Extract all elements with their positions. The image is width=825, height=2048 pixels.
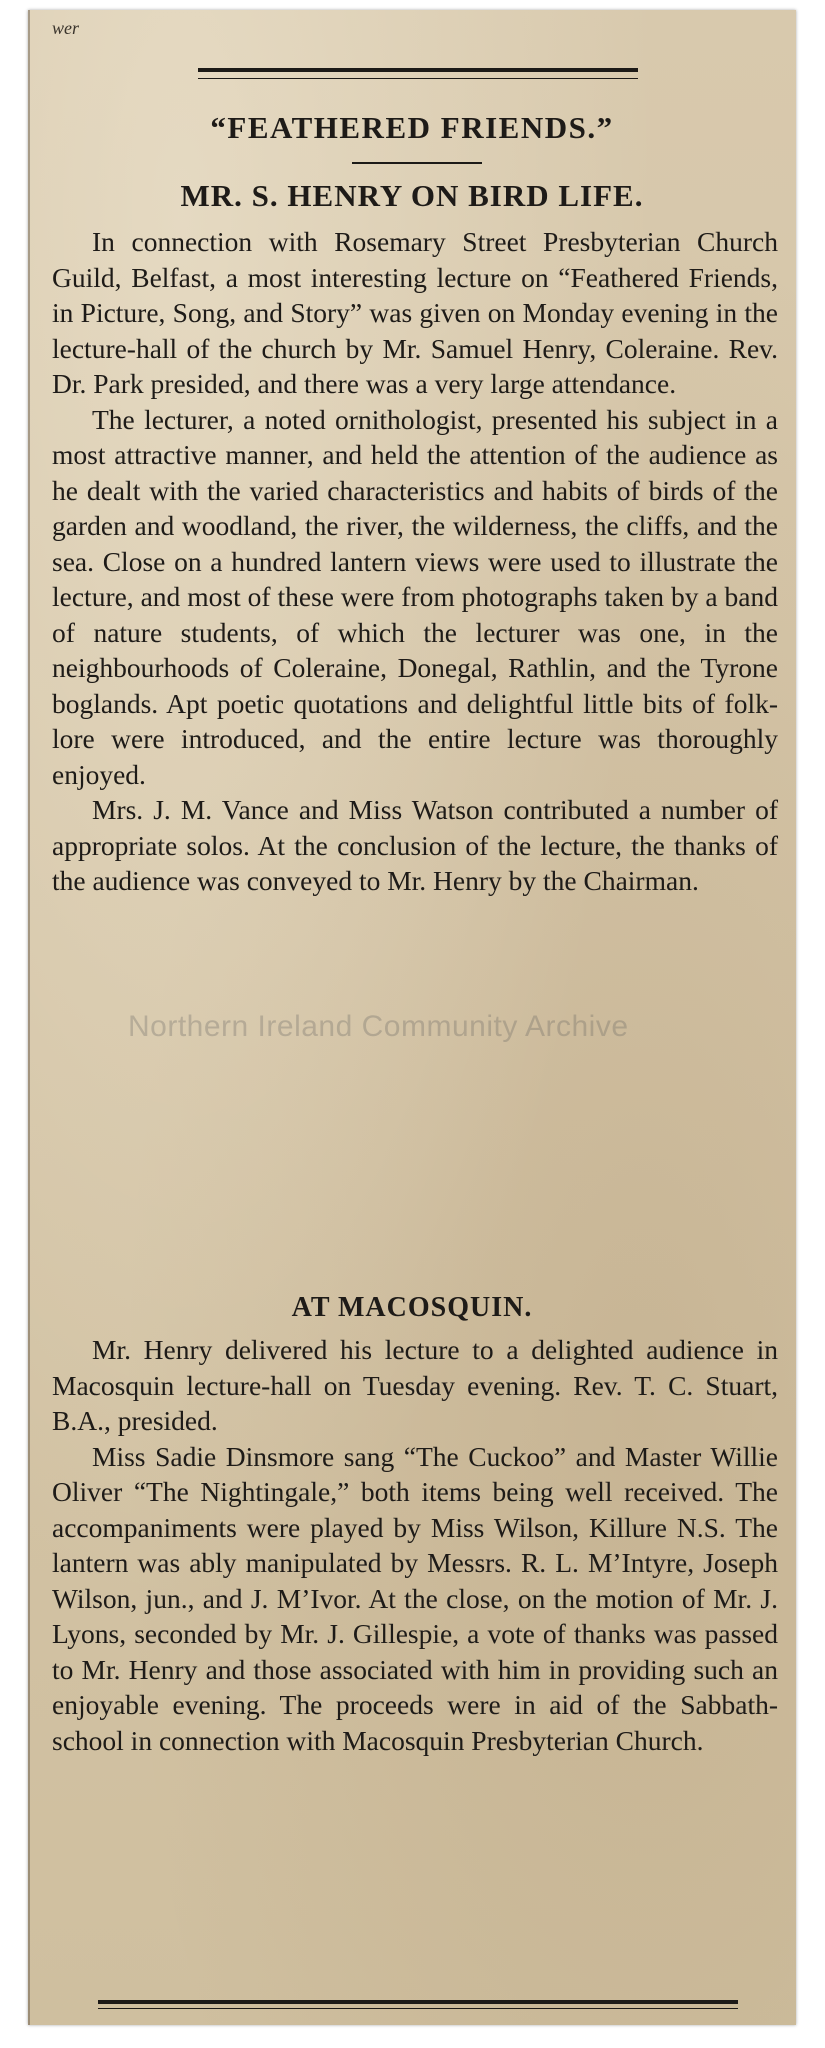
paragraph: Miss Sadie Dinsmore sang “The Cuckoo” and Master Willie Oliver “The Nightingale,” both items being well received. The accompaniments were played by Miss Wilson, Killure N.S. The lantern was ably manipulated by Messrs. R. L. M’Intyre, Joseph Wilson, jun., and J. M’Ivor. At the close, on the motion of Mr. J. Lyons, seconded by Mr. J. Gillespie, a vote of thanks was passed to Mr. Henry and those associated with him in providing such an enjoyable evening. The proceeds were in aid of the Sabbath-school in connection with Macosquin Presbyterian Church. <box>52 1440 778 1756</box>
paragraph: The lecturer, a noted ornithologist, presented his subject in a most attractive manner, and held the attention of the audience as he dealt with the varied characteristics and habits of birds of the garden and woodland, the river, the wilderness, the cliffs, and the sea. Close on a hundred lantern views were used to illustrate the lecture, and most of these were from photographs taken by a band of nature students, of which the lecturer was one, in the neighbourhoods of Coleraine, Donegal, Rathlin, and the Tyrone boglands. Apt poetic quotations and delightful little bits of folk-lore were introduced, and the entire lecture was thoroughly enjoyed. <box>52 403 778 790</box>
archive-watermark: Northern Ireland Community Archive <box>128 1010 629 1043</box>
newspaper-clipping <box>28 10 796 2025</box>
headline: “FEATHERED FRIENDS.” <box>210 110 614 145</box>
top-rule-thin <box>198 78 638 79</box>
torn-scrap-text: wer <box>52 18 79 38</box>
paragraph: In connection with Rosemary Street Presbyterian Church Guild, Belfast, a most interesting lecture on “Feathered Friends, in Picture, Song, and Story” was given on Monday evening in the lecture-hall of the church by Mr. Samuel Henry, Coleraine. Rev. Dr. Park presided, and there was a very large attendance. <box>52 226 778 399</box>
headline-rule <box>352 162 482 164</box>
article-body-macosquin <box>52 1332 778 1758</box>
section-heading-macosquin: AT MACOSQUIN. <box>291 1292 533 1323</box>
paragraph: Mr. Henry delivered his lecture to a delighted audience in Macosquin lecture-hall on Tuesday evening. Rev. T. C. Stuart, B.A., presided. <box>52 1334 778 1436</box>
subheadline: MR. S. HENRY ON BIRD LIFE. <box>180 178 644 213</box>
top-rule <box>198 68 638 72</box>
paragraph: Mrs. J. M. Vance and Miss Watson contributed a number of appropriate solos. At the conclusion of the lecture, the thanks of the audience was conveyed to Mr. Henry by the Chairman. <box>52 794 778 896</box>
bottom-rule-thin <box>98 2008 738 2009</box>
bottom-rule <box>98 2000 738 2004</box>
clipping-edge <box>28 10 30 2025</box>
article-body-belfast <box>52 224 778 899</box>
